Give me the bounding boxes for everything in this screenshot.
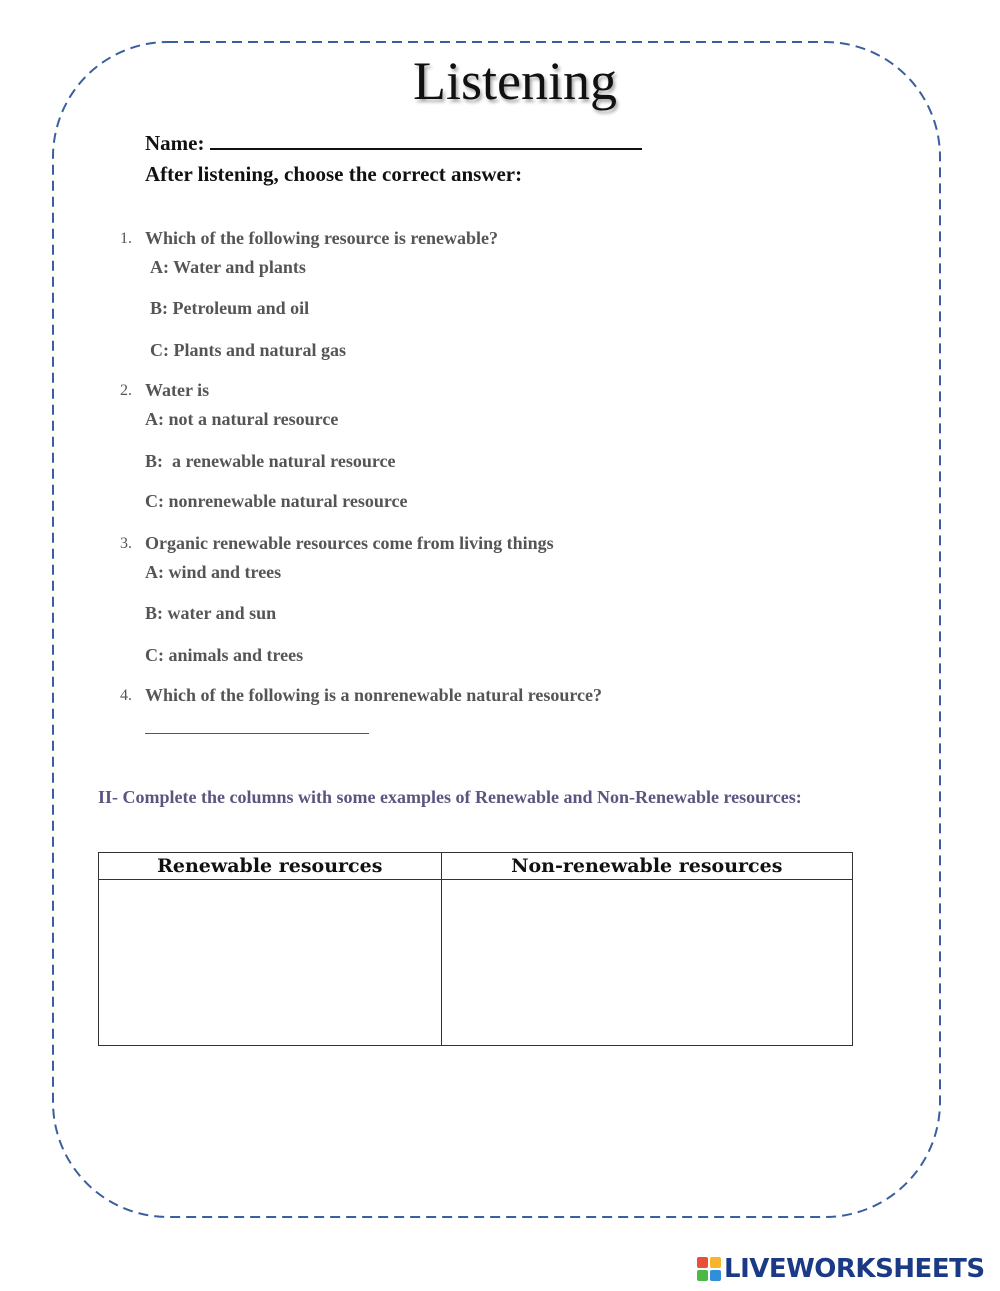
- name-field-row: [145, 128, 642, 156]
- instruction-text: After listening, choose the correct answer:: [145, 162, 523, 186]
- answer-option[interactable]: A: not a natural resource: [145, 409, 339, 429]
- answer-option[interactable]: B: Petroleum and oil: [150, 298, 310, 318]
- column-header-non-renewable: Non-renewable resources: [441, 853, 852, 880]
- renewable-answer-cell[interactable]: [99, 880, 442, 1046]
- question-text: Which of the following is a nonrenewable natural resource?: [145, 685, 603, 705]
- answer-option[interactable]: C: nonrenewable natural resource: [145, 491, 408, 511]
- non-renewable-answer-cell[interactable]: [441, 880, 852, 1046]
- question-text: Organic renewable resources come from living things: [145, 533, 554, 553]
- question-number: 1.: [120, 230, 132, 247]
- logo-mark-icon: [697, 1257, 721, 1281]
- answer-option[interactable]: B: a renewable natural resource: [145, 451, 396, 471]
- question-text: Water is: [145, 380, 210, 400]
- column-header-renewable: Renewable resources: [99, 853, 442, 880]
- question-text: Which of the following resource is renewable?: [145, 228, 498, 248]
- answer-option[interactable]: C: Plants and natural gas: [150, 340, 347, 360]
- answer-option[interactable]: B: water and sun: [145, 603, 277, 623]
- answer-blank-line[interactable]: [145, 733, 369, 734]
- page-title: Listening: [413, 51, 617, 111]
- name-label: Name:: [145, 131, 205, 155]
- question-number: 2.: [120, 382, 132, 399]
- section-2-instruction: II- Complete the columns with some examples of Renewable and Non-Renewable resources:: [98, 787, 802, 807]
- brand-name: LIVEWORKSHEETS: [724, 1254, 985, 1284]
- resources-table: [98, 852, 853, 1046]
- answer-option[interactable]: A: wind and trees: [145, 562, 282, 582]
- question-number: 3.: [120, 535, 132, 552]
- liveworksheets-logo: [697, 1253, 985, 1285]
- answer-option[interactable]: A: Water and plants: [150, 257, 306, 277]
- answer-option[interactable]: C: animals and trees: [145, 645, 304, 665]
- question-number: 4.: [120, 687, 132, 704]
- name-blank-line[interactable]: [210, 128, 642, 150]
